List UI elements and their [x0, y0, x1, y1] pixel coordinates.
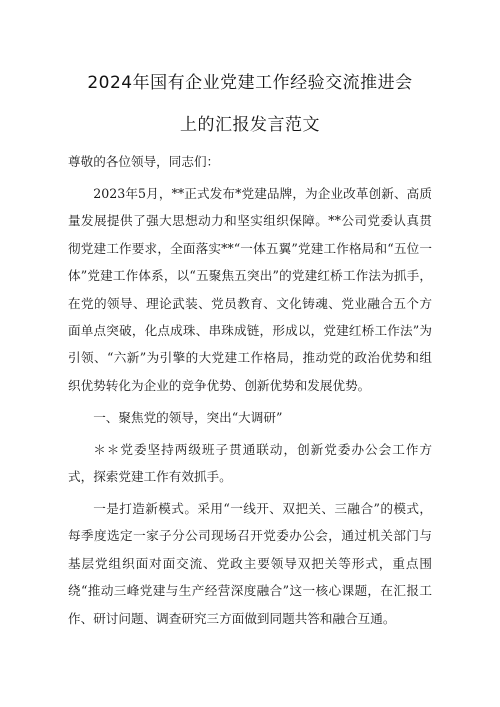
section-heading-1: 一、聚焦党的领导，突出“大调研” — [93, 409, 283, 425]
paragraph-new-model: 一是打造新模式。采用“一线开、双把关、三融合”的模式，每季度选定一家子分公司现场召开党委办公会，通过机关部门与基层党组织面对面交流、党政主要领导双把关等形式，重点围绕“推动三峰党建与生产经营深度融合”这一核心课题，在汇报工作、研讨问题、调查研究三方面做到同题共答和融合互通。 — [68, 500, 432, 626]
document-title-line-1: 2024年国有企业党建工作经验交流推进会 — [87, 73, 413, 93]
paragraph-section-1-intro: ＊＊党委坚持两级班子贯通联动，创新党委办公会工作方式，探索党建工作有效抓手。 — [68, 441, 432, 484]
paragraph-intro: 2023年5月，**正式发布*党建品牌，为企业改革创新、高质量发展提供了强大思想动力和坚实组织保障。**公司党委认真贯彻党建工作要求，全面落实**“一体五翼”党建工作格局和“五位一体”党建工作体系，以“五聚焦五突出”的党建红桥工作法为抓手，在党的领导、理论武装、党员教育、文化铸魂、党业融合五个方面单点突破，化点成珠、串珠成链，形成以，党建红桥工作法”为引领、“六新”为引擎的大党建工作格局，推动党的政治优势和组织优势转化为企业的竞争优势、创新优势和发展优势。 — [68, 185, 432, 393]
salutation: 尊敬的各位领导，同志们： — [68, 154, 220, 169]
document-body — [68, 148, 432, 632]
document-title-line-2: 上的汇报发言范文 — [180, 115, 320, 135]
